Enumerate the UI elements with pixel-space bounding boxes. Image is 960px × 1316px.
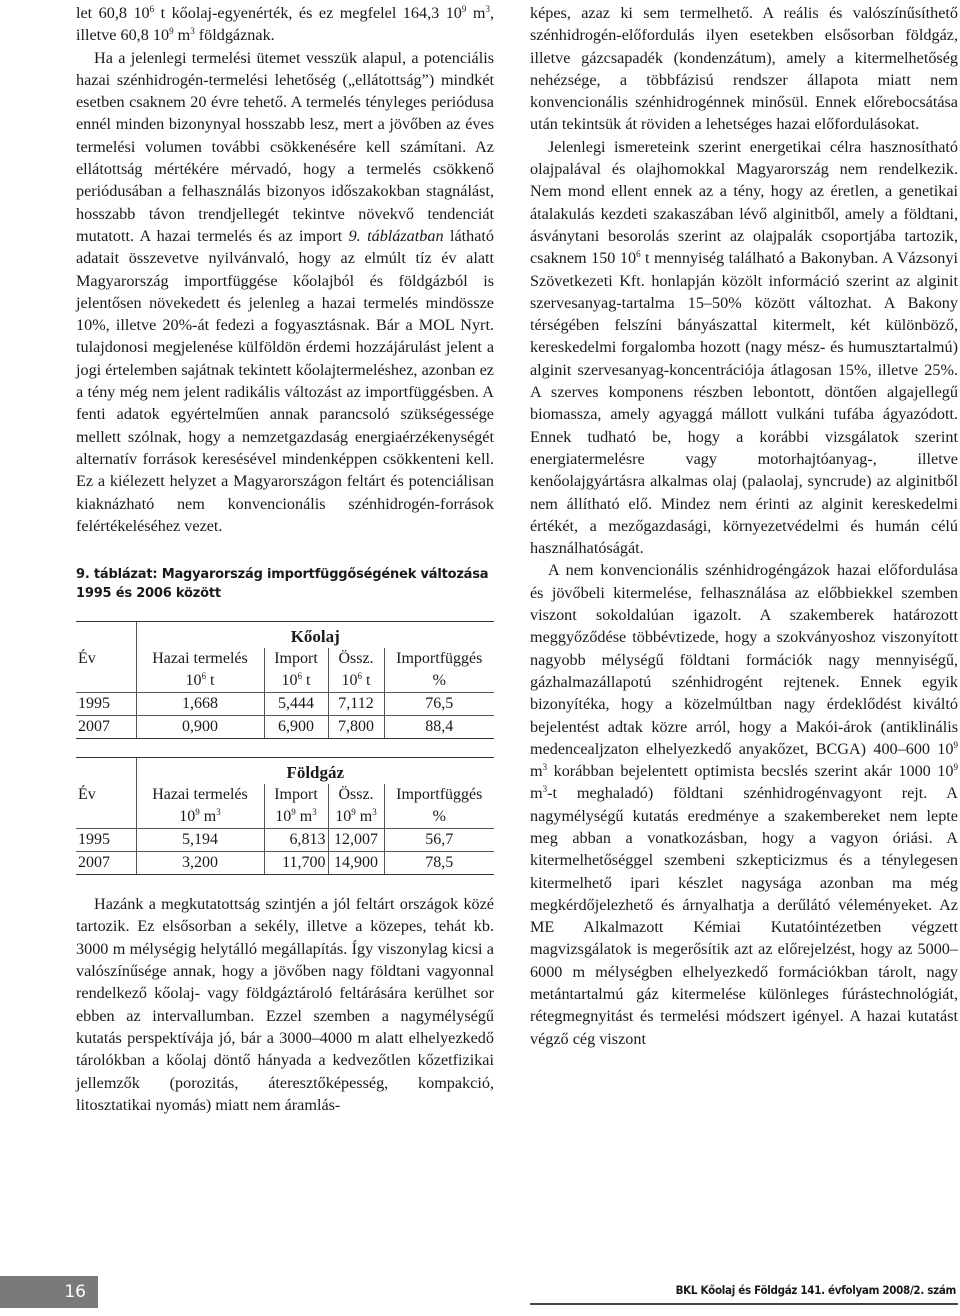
table-row: 2007 3,200 11,700 14,900 78,5 [76, 852, 494, 875]
oil-unit-domestic: $10^6$ t [136, 670, 264, 693]
oil-table [76, 621, 494, 739]
oil-table-title: Kőolaj [136, 622, 494, 649]
paragraph-2: Ha a jelenlegi termelési ütemet vesszük alapul, a potenciális hazai szénhidrogén-termelési lehetőség („ellátottság”) mindkét esetben csaknem 20 évre tehető. A termelés tényleges periódusa ennél minden bizonynyal hosszabb lesz, mert a jövőben az éves termelési volumen további csökkenésére kell számítani. Az ellátottság mértékére mérvadó, hogy a termelés csökkenő periódusában a felhasználás bizonyos időszakokban stagnálást, hosszabb távon trendjellegét tekintve növekvő tendenciát mutatott. A hazai termelés és az import 9. táblázatban látható adatait összevetve nyilvánvaló, hogy az elmúlt tíz év alatt Magyarország importfüggése kőolajból és földgázból is jelentősen növekedett és jelenleg a hazai termelés mindössze 10%, illetve 20%-át fedezi a fogyasztásnak. Bár a MOL Nyrt. tulajdonosi megjelenése külföldön érdemi hozzájárulást jelent a jogi értelemben sajátnak tekintett kőolajtermeléshez, azonban ez a tény még nem jelent radikális változást az importfüggésben. A fenti adatok egyértelműen annak parancsoló szükségessége mellett szólnak, hogy a nemzetgazdaság energiaérzékenységét alternatív források keresésével mindenképpen csökkenteni kell. Ez a kiélezett helyzet a Magyarországon feltárt és potenciálisan kiaknázható nem konvencionális szénhidrogén-források felértékeléséhez vezet. [76, 48, 494, 535]
gas-col-import: Import [264, 784, 328, 806]
oil-col-import: Import [264, 648, 328, 670]
journal-footer: BKL Kőolaj és Földgáz 141. évfolyam 2008/2. szám [675, 1283, 956, 1297]
left-column [76, 2, 494, 1116]
oil-col-domestic: Hazai termelés [136, 648, 264, 670]
oil-col-dep: Importfüggés [384, 648, 494, 670]
oil-col-year: Év [78, 650, 96, 668]
table-row: 1995 1,668 5,444 7,112 76,5 [76, 693, 494, 716]
gas-unit-total: $10^9$ $m^3$ [328, 806, 384, 829]
gas-col-year: Év [78, 786, 96, 804]
paragraph-1: let 60,8 $10^6$ t kőolaj-egyenérték, és ez megfelel 164,3 $10^9$ $m^3$, illetve 60,8 $10^9$ $m^3$ földgáznak. [76, 4, 494, 45]
gas-col-total: Össz. [328, 784, 384, 806]
oil-unit-dep: % [384, 670, 494, 693]
gas-unit-import: $10^9$ $m^3$ [264, 806, 328, 829]
table-row: 1995 5,194 6,813 12,007 56,7 [76, 829, 494, 852]
oil-unit-total: $10^6$ t [328, 670, 384, 693]
table-row: 2007 0,900 6,900 7,800 88,4 [76, 716, 494, 739]
gas-table-title: Földgáz [136, 758, 494, 785]
right-column [530, 2, 958, 1050]
right-paragraph-2: Jelenlegi ismereteink szerint energetikai célra hasznosítható olajpalával és olajhomokkal Magyarország nem rendelkezik. Nem mond ellent ennek az a tény, hogy az éretlen, a genetikai átalakulás kezdeti szakaszában lévő alginitből, amely a földtani, ásványtani besorolás szerint az olajpalák csoportjába tartozik, csaknem 150 $10^6$ t mennyiség található a Bakonyban. A Vázsonyi Szövetkezeti Kft. honlapján közölt információ szerint az alginit szervesanyag-tartalma 15–50% között változhat. A Bakony térségében felszíni bányászattal kitermelt, két különböző, kereskedelmi forgalomba hozott (nagy mész- és humusztartalmú) alginit szervesanyag-koncentrációja átlagosan 15%, illetve 25%. A szerves komponens részben lebontott, döntően algajellegű biomassza, amely agyaggá mállott vulkáni tufába ágyazódott. Ennek tudható be, hogy a korábbi vizsgálatok szerint energiatermelésre vagy motorhajtóanyag-, illetve kenőolajgyártásra alkalmas olaj (palaolaj, syncrude) az alginitből nem állítható elő. Mindez nem érinti az alginit kereskedelmi értékét, a mezőgazdasági, környezetvédelmi és humán célú használhatóságát. [530, 137, 958, 558]
oil-unit-import: $10^6$ t [264, 670, 328, 693]
gas-unit-domestic: $10^9$ $m^3$ [136, 806, 264, 829]
gas-col-domestic: Hazai termelés [136, 784, 264, 806]
right-paragraph-1: képes, azaz ki sem termelhető. A reális és valószínűsíthető szénhidrogén-előfordulás ilyen esetekben elsősorban földgáz, illetve gázcsapadék (kondenzátum), amely a kitermelhetőség nehézsége, a többfázisú rendszer állapota miatt nem konvencionális szénhidrogénnek minősül. Ennek előrebocsátása után tekintsük át röviden a lehetséges hazai előfordulásokat. [530, 4, 958, 134]
footer-rule [530, 1303, 958, 1305]
table-caption: 9. táblázat: Magyarország importfüggőségének változása 1995 és 2006 között [76, 567, 489, 602]
paragraph-3: Hazánk a megkutatottság szintjén a jól feltárt országok közé tartozik. Ez elsősorban a sekély, illetve a közepes, tehát kb. 3000 m mélységig helytálló megállapítás. Így viszonylag kicsi a valószínűsége annak, hogy a jövőben nagy földtani vagyonnal rendelkező kőolaj- vagy földgáztároló feltárására kerülhet sor ebben az intervallumban. Ezzel szemben a nagymélységű kutatás perspektívája jó, bár a 3000–4000 m alatt elhelyezkedő tárolókban a kőolaj döntő hányada a kedvezőtlen kőzetfizikai jellemzők (porozitás, áteresztőképesség, kompakció, litosztatikai nyomás) miatt nem áramlás- [76, 895, 494, 1114]
oil-col-total: Össz. [328, 648, 384, 670]
gas-col-dep: Importfüggés [384, 784, 494, 806]
right-paragraph-3: A nem konvencionális szénhidrogéngázok hazai előfordulása és jövőbeli kitermelése, felhasználása az előbbiekkel szemben viszont sokoldalúan igazolt. A szakemberek határozott meggyőződése többévtizede, hogy a szokványoshoz viszonyított nagyobb mélységű földtani formációk nagy mennyiségű, gázhalmazállapotú szénhidrogént rejtenek. Ennek egyik bizonyítéka, hogy a közelmúltban nagy érdeklődést kiváltó bejelentést adtak közre arról, hogy a Makói-árok (antiklinális medencealjzaton elhelyezkedő anyakőzet, BCGA) 400–600 $10^9$ $m^3$ korábban bejelentett optimista becslés szerint akár 1000 $10^9$ $m^3-t$ meghaladó) földtani szénhidrogénvagyont rejt. A nagymélységű kutatás eredménye a szakembereket nem lepte meg abban a vonatkozásban, hogy a vagyon óriási. A kitermelhetőséggel szembeni szkepticizmus és a ténylegesen kitermelhető ipari készlet nagysága azonban ma még megkérdőjelezhető és árnyalhatja a derűlátó véleményeket. Az ME Alkalmazott Kémiai Kutatóintézetben végzett magvizsgálatok is megerősítik azt az előrejelzést, hogy az 5000–6000 m mélységben elhelyezkedő formációkban tárolt, nagy metántartalmú gáz kitermelése különleges fúrástechnológiát, rétegmegnyitást és termelési módszert igényel. A hazai kutatást végző cég viszont [530, 561, 958, 1048]
gas-table [76, 757, 494, 875]
gas-unit-dep: % [384, 806, 494, 829]
page-number: 16 [0, 1276, 98, 1308]
